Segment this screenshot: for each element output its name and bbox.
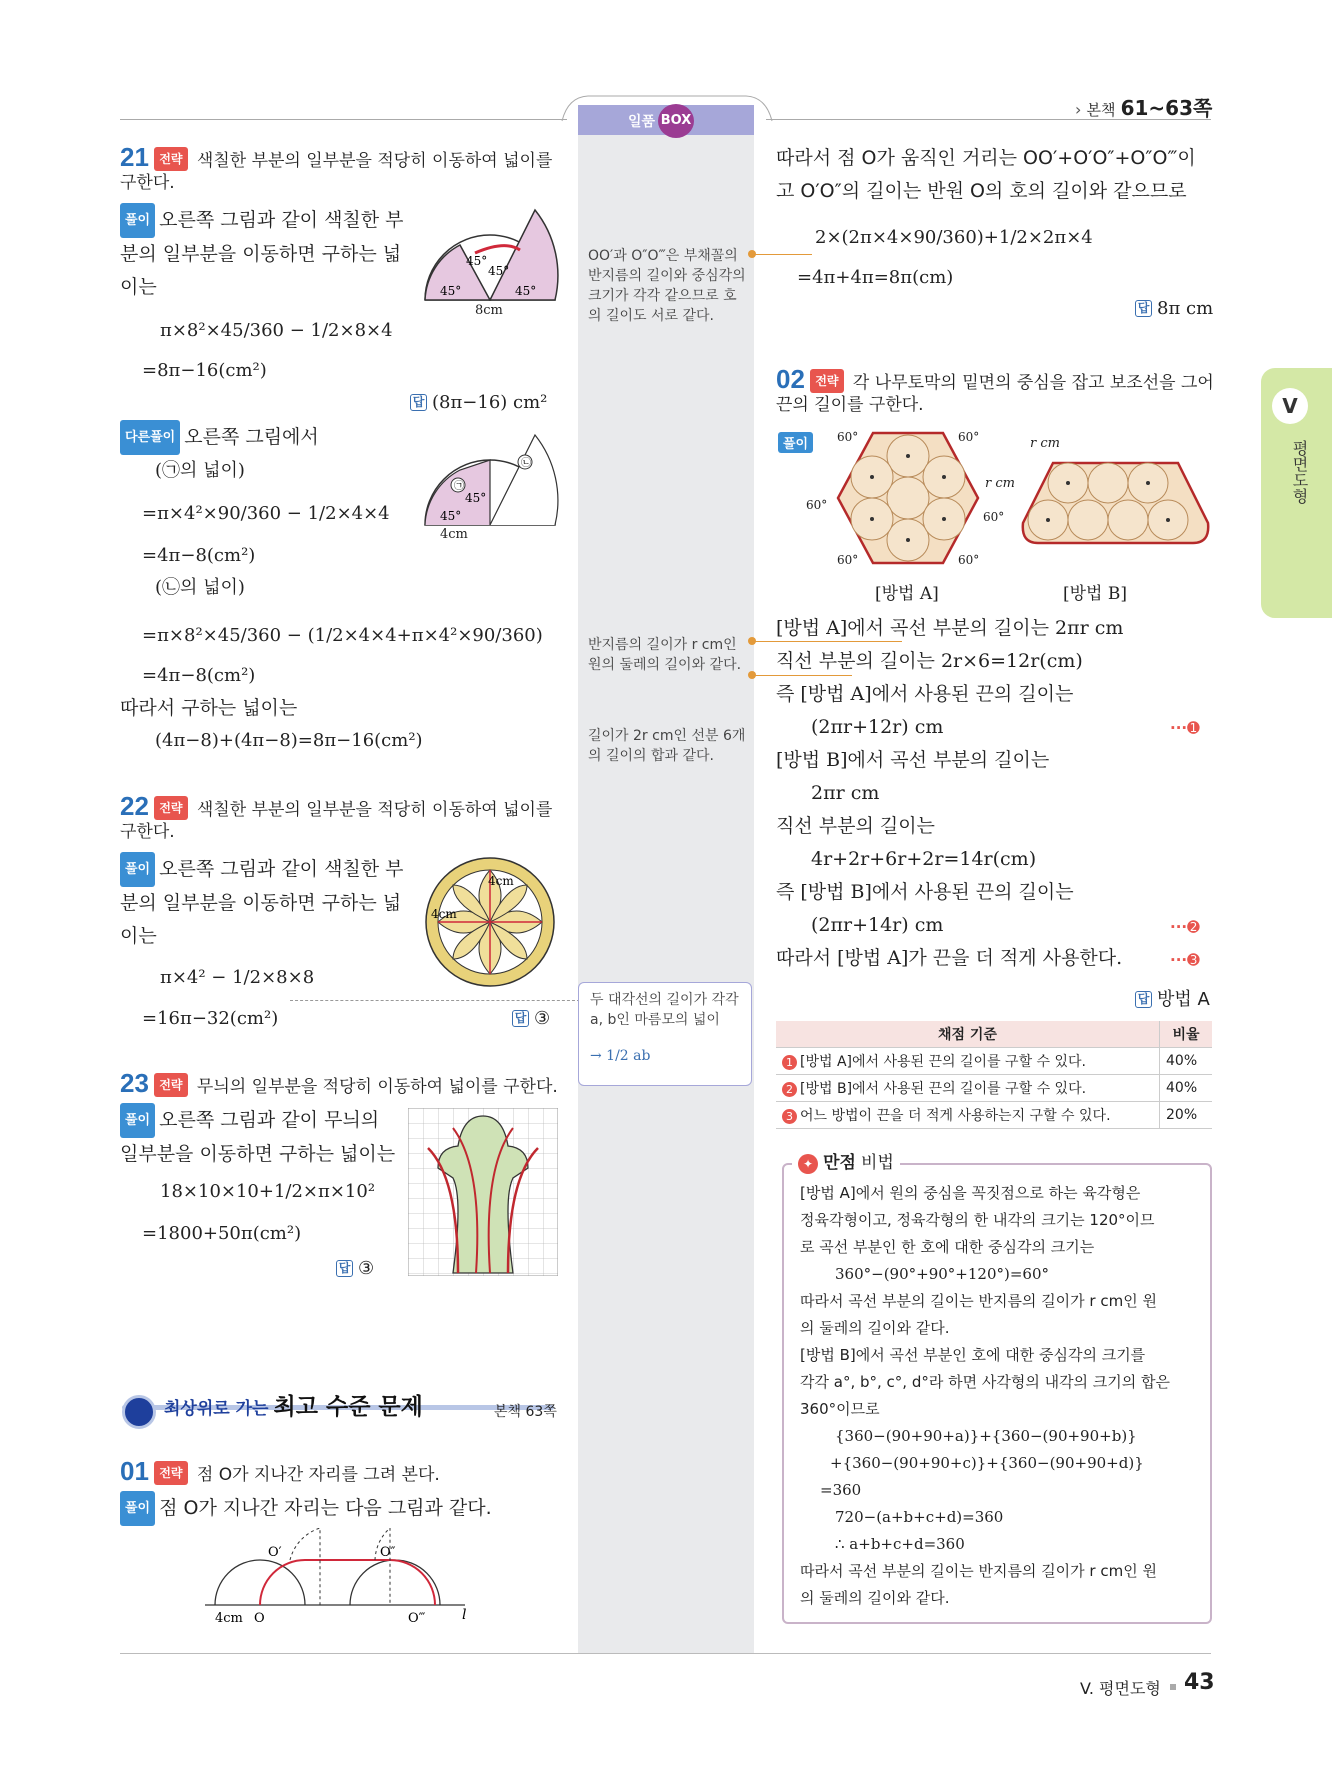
p22-number: 22 [120,791,149,821]
p01-answer-text: 8π cm [1157,298,1214,319]
p21-answer-text: (8π−16) cm² [432,392,548,413]
p22-solution [120,852,420,953]
p01-figure [200,1528,480,1628]
tip-title-b: 비법 [861,1153,894,1173]
header-line-left [120,119,567,120]
p01-note-connector [752,254,812,255]
p21-fig2-length: 4cm [440,527,468,542]
p22-eq2: =16π−32(cm²) [142,1008,279,1029]
p21-fig1-angle1: 45° [466,254,488,268]
p23-solution [120,1103,410,1171]
tip-line: 의 둘레의 길이와 같다. [800,1319,950,1337]
p21-number: 21 [120,142,149,172]
p21-alt-2: =π×4²×90/360 − 1/2×4×4 [142,503,390,524]
p21-figure-2 [420,430,560,530]
p01-strategy-text: 점 O가 지나간 자리를 그려 본다. [196,1465,440,1485]
middle-column [578,108,754,1653]
footer-page: 43 [1184,1670,1215,1695]
p23-answer [336,1258,374,1279]
p01-fig-line: l [462,1607,467,1623]
p02-figure-a [833,428,983,568]
p21-alt-7: 따라서 구하는 넓이는 [120,697,298,719]
p02-number: 02 [776,364,805,394]
p21-alt-tag: 다른풀이 [120,420,180,455]
note-dot-icon [748,637,756,645]
footer-line [120,1653,1211,1654]
box-badge: BOX [658,104,694,138]
p21-fig1-angle3: 45° [440,284,462,298]
p22-sol-tag: 풀이 [120,852,155,887]
p21-solution [120,203,420,304]
p22-fig-len2: 4cm [431,907,457,921]
p02-strategy-text: 각 나무토막의 밑면의 중심을 잡고 보조선을 그어 끈의 길이를 구한다. [776,373,1214,415]
p01-sol-tag: 풀이 [120,1491,155,1526]
note-dot-icon [748,671,756,679]
p21-alt-1: (㉠의 넓이) [155,460,245,481]
p02-line: [방법 B]에서 곡선 부분의 길이는 [776,749,1050,771]
p01-sol-text: 점 O가 지나간 자리는 다음 그림과 같다. [159,1497,492,1519]
score-row-num: 2 [782,1082,797,1097]
tip-line: ∴ a+b+c+d=360 [835,1535,965,1553]
p02-line: 직선 부분의 길이는 2r×6=12r(cm) [776,650,1083,672]
p22-dashed-line [290,1000,580,1001]
p02-figa-angle2: 60° [958,430,980,444]
score-row-text: 어느 방법이 끈을 더 적게 사용하는지 구할 수 있다. [800,1108,1111,1124]
p22-sol-line: 분의 일부분을 이동하면 구하는 넓 [120,892,402,914]
tip-line: 따라서 곡선 부분의 길이는 반지름의 길이가 r cm인 원 [800,1562,1157,1580]
p22-sol-line: 오른쪽 그림과 같이 색칠한 부 [159,858,404,880]
p21-answer [410,392,547,413]
score-row-ratio: 20% [1160,1102,1213,1129]
p02-mark-2: ···➋ [1170,918,1200,936]
p22-fig-len1: 4cm [488,874,514,888]
p02-solution-lines [776,612,1216,975]
side-note-2: 반지름의 길이가 r cm인 원의 둘레의 길이와 같다. [588,637,742,673]
p02-figa-angle3: 60° [806,498,828,512]
p02-line: [방법 A]에서 곡선 부분의 길이는 2πr cm [776,617,1124,639]
score-row [776,1048,1160,1075]
p02-line: 4r+2r+6r+2r=14r(cm) [811,848,1037,870]
p22-strategy [120,791,560,843]
bulb-icon: ✦ [798,1154,818,1174]
tip-line: {360−(90+90+a)}+{360−(90+90+b)} [835,1427,1137,1445]
p23-sol-line: 오른쪽 그림과 같이 무늬의 [159,1109,380,1131]
p21-fig1-angle2: 45° [488,264,510,278]
p21-eq2: =8π−16(cm²) [142,360,267,381]
tip-line: +{360−(90+90+c)}+{360−(90+90+d)} [830,1454,1144,1472]
tip-title [792,1148,900,1174]
p21-alt-3: =4π−8(cm²) [142,545,256,566]
note-dot-icon [748,250,756,258]
p21-alt [120,420,319,455]
p21-alt-5: =π×8²×45/360 − (1/2×4×4+π×4²×90/360) [142,625,543,646]
p02-tag: 전략 [810,369,843,393]
side-tab-roman: V [1272,388,1308,424]
chevron-right-icon: › [1075,100,1082,119]
p01-cont-2: 고 O′O″의 길이는 반원 O의 호의 길이와 같으므로 [776,180,1187,202]
p01-tag: 전략 [154,1461,187,1485]
p02-note-connector [752,641,902,642]
p02-figure-b [1018,458,1213,548]
p22-answer [512,1008,550,1029]
side-tab-label: 평면도형 [1290,440,1309,504]
page-ref [1075,92,1212,121]
p02-figa-angle5: 60° [837,553,859,567]
tip-line: 따라서 곡선 부분의 길이는 반지름의 길이가 r cm인 원 [800,1292,1157,1310]
p02-answer [1135,985,1210,1011]
p02-mark-3: ···➌ [1170,951,1200,969]
p02-mark-1: ···➊ [1170,719,1200,737]
section-ref: 본책 63쪽 [494,1404,557,1420]
answer-icon: 답 [336,1260,353,1277]
p23-sol-tag: 풀이 [120,1103,155,1138]
p02-line: (2πr+14r) cm [811,914,944,936]
p01-answer [1135,298,1213,319]
p02-figa-radius: r cm [985,476,1015,491]
p02-score-table [776,1021,1212,1129]
p02-sol-tag: 풀이 [778,432,813,453]
p23-strategy [120,1068,580,1098]
footer-dot-icon [1170,1684,1176,1690]
p21-fig2-angle2: 45° [440,509,462,523]
tip-line: 의 둘레의 길이와 같다. [800,1589,950,1607]
tip-line: 정육각형이고, 정육각형의 한 내각의 크기는 120°이므 [800,1211,1155,1229]
p02-figa-angle1: 60° [837,430,859,444]
p21-sol-line: 이는 [120,276,157,298]
score-row [776,1075,1160,1102]
score-row-ratio: 40% [1160,1075,1213,1102]
p22-answer-text: ③ [534,1008,551,1029]
p22-eq1: π×4² − 1/2×8×8 [160,967,315,988]
score-header-criteria: 채점 기준 [776,1021,1160,1048]
p02-figa-angle4: 60° [983,510,1005,524]
footer-chapter: V. 평면도형 [1080,1679,1161,1698]
p01-fig-o1: O′ [268,1545,282,1560]
score-row-num: 3 [782,1109,797,1124]
p01-number: 01 [120,1456,149,1486]
p22-sol-line: 이는 [120,925,157,947]
p23-eq1: 18×10×10+1/2×π×10² [160,1181,376,1202]
answer-icon: 답 [1135,991,1152,1008]
p21-sol-tag: 풀이 [120,203,155,238]
score-header-ratio: 비율 [1160,1021,1213,1048]
p02-figa-angle6: 60° [958,553,980,567]
p23-eq2: =1800+50π(cm²) [142,1223,302,1244]
tip-line: 각각 a°, b°, c°, d°라 하면 사각형의 내각의 크기의 합은 [800,1373,1171,1391]
p02-strategy [776,364,1214,416]
p01-fig-o3: O‴ [408,1611,426,1626]
p21-eq1: π×8²×45/360 − 1/2×8×4 [160,320,393,341]
tip-line: 360°이므로 [800,1400,880,1418]
p21-alt-8: (4π−8)+(4π−8)=8π−16(cm²) [155,730,423,751]
p02-line: (2πr+12r) cm [811,716,944,738]
section-pre: 최상위로 가는 [164,1399,269,1419]
tip-line: [방법 B]에서 곡선 부분인 호에 대한 중심각의 크기를 [800,1346,1146,1364]
answer-icon: 답 [512,1010,529,1027]
p02-line: 즉 [방법 A]에서 사용된 끈의 길이는 [776,683,1074,705]
p02-figa-caption: [방법 A] [875,584,939,604]
p21-strategy [120,142,560,194]
tip-line: 720−(a+b+c+d)=360 [835,1508,1004,1526]
p01-cont-4: =4π+4π=8π(cm) [797,267,954,288]
p02-line: 직선 부분의 길이는 [776,815,935,837]
p23-answer-text: ③ [358,1258,375,1279]
p21-sol-line: 분의 일부분을 이동하면 구하는 넓 [120,243,402,265]
p21-fig1-length: 8cm [475,303,503,318]
score-row-ratio: 40% [1160,1048,1213,1075]
p01-fig-len: 4cm [215,1611,243,1626]
p21-alt-6: =4π−8(cm²) [142,665,256,686]
side-note-4: 두 대각선의 길이가 각각 a, b인 마름모의 넓이 [590,992,739,1028]
p21-fig1-angle4: 45° [515,284,537,298]
p22-figure [423,855,557,989]
section-dot-icon [122,1395,156,1429]
p21-fig2-angle1: 45° [465,491,487,505]
p21-figure-1 [420,205,560,305]
p21-fig2-label1: ㉠ [454,481,464,492]
box-label: 일품 [628,114,656,130]
p01-fig-o2: O″ [380,1545,396,1560]
answer-icon: 답 [1135,300,1152,317]
tip-title-a: 만점 [823,1153,856,1173]
p21-sol-line: 오른쪽 그림과 같이 색칠한 부 [159,209,404,231]
section-title [164,1388,423,1421]
p21-tag: 전략 [154,147,187,171]
p23-strategy-text: 무늬의 일부분을 적당히 이동하여 넓이를 구한다. [196,1077,558,1097]
p21-alt-text: 오른쪽 그림에서 [184,426,319,448]
side-note-3: 길이가 2r cm인 선분 6개의 길이의 합과 같다. [588,728,746,764]
section-main: 최고 수준 문제 [273,1394,423,1420]
score-row [776,1102,1160,1129]
p21-fig2-label2: ㉡ [521,458,531,469]
p01-cont-1: 따라서 점 O가 움직인 거리는 OO′+O′O″+O″O‴이 [776,147,1196,169]
p02-figb-caption: [방법 B] [1063,584,1128,604]
page-ref-pages: 61~63쪽 [1120,96,1213,120]
p01-fig-o: O [254,1611,265,1626]
p02-answer-text: 방법 A [1157,989,1210,1010]
p21-alt-4: (㉡의 넓이) [155,577,245,598]
p02-line: 따라서 [방법 A]가 끈을 더 적게 사용한다. [776,947,1123,969]
p23-figure [408,1108,558,1276]
side-note-4b: → 1/2 ab [590,1048,651,1064]
p23-tag: 전략 [154,1073,187,1097]
p02-note-connector [752,675,852,676]
p01-cont-3: 2×(2π×4×90/360)+1/2×2π×4 [815,227,1093,248]
p23-number: 23 [120,1068,149,1098]
p22-tag: 전략 [154,796,187,820]
side-note-1: OO′과 O″O‴은 부채꼴의 반지름의 길이와 중심각의 크기가 각각 같으므로 호의 길이도 서로 같다. [588,248,746,324]
tip-line: [방법 A]에서 원의 중심을 꼭짓점으로 하는 육각형은 [800,1184,1141,1202]
tip-content [800,1180,1200,1612]
p02-line: 2πr cm [811,782,880,804]
tip-line: 로 곡선 부분인 한 호에 대한 중심각의 크기는 [800,1238,1095,1256]
p21-strategy-text: 색칠한 부분의 일부분을 적당히 이동하여 넓이를 구한다. [120,151,553,193]
p23-sol-line: 일부분을 이동하면 구하는 넓이는 [120,1143,396,1165]
score-row-text: [방법 A]에서 사용된 끈의 길이를 구할 수 있다. [800,1054,1087,1070]
p01-solution [120,1491,492,1526]
tip-line: =360 [820,1481,862,1499]
page-ref-prefix: 본책 [1086,101,1116,119]
tip-line: 360°−(90°+90°+120°)=60° [835,1265,1049,1283]
p01-strategy [120,1456,580,1486]
score-row-text: [방법 B]에서 사용된 끈의 길이를 구할 수 있다. [800,1081,1087,1097]
p02-figb-radius: r cm [1030,436,1060,451]
p22-strategy-text: 색칠한 부분의 일부분을 적당히 이동하여 넓이를 구한다. [120,800,553,842]
answer-icon: 답 [410,394,427,411]
p02-line: 즉 [방법 B]에서 사용된 끈의 길이는 [776,881,1074,903]
score-row-num: 1 [782,1055,797,1070]
